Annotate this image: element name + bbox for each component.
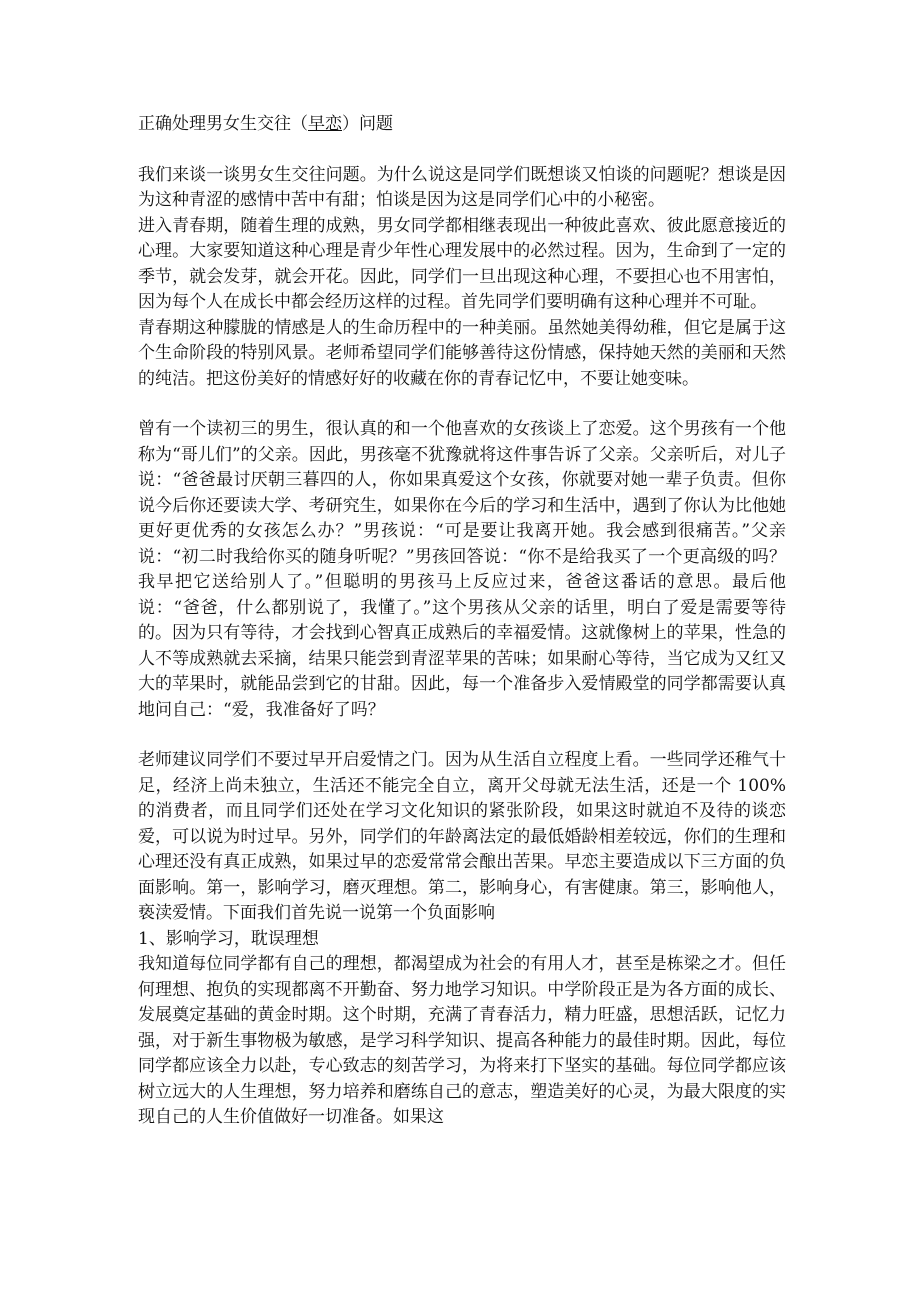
paragraph-emotion: 青春期这种朦胧的情感是人的生命历程中的一种美丽。虽然她美得幼稚，但它是属于这个生命阶段的特别风景。老师希望同学们能够善待这份情感，保持她天然的美丽和天然的纯洁。把这份美好的情感好好的收藏在你的青春记忆中，不要让她变味。 [138, 317, 786, 389]
paragraph-gap [138, 723, 786, 748]
section-heading: 1、影响学习，耽误理想 [138, 928, 319, 949]
paragraph-story: 曾有一个读初三的男生，很认真的和一个他喜欢的女孩谈上了恋爱。这个男孩有一个他称为“哥儿们”的父亲。因此，男孩毫不犹豫就将这件事告诉了父亲。父亲听后，对儿子说：“爸爸最讨厌朝三暮四的人，你如果真爱这个女孩，你就要对她一辈子负责。但你说今后你还要读大学、考研究生，如果你在今后的学习和生活中，遇到了你认为比他她更好更优秀的女孩怎么办？”男孩说：“可是要让我离开她。我会感到很痛苦。”父亲说：“初二时我给你买的随身听呢？”男孩回答说：“你不是给我买了一个更高级的吗？我早把它送给别人了。”但聪明的男孩马上反应过来，爸爸这番话的意思。最后他说：“爸爸，什么都别说了，我懂了。”这个男孩从父亲的话里，明白了爱是需要等待的。因为只有等待，才会找到心智真正成熟后的幸福爱情。这就像树上的苹果，性急的人不等成熟就去采摘，结果只能尝到青涩苹果的苦味；如果耐心等待，当它成为又红又大的苹果时，就能品尝到它的甘甜。因此，每一个准备步入爱情殿堂的同学都需要认真地问自己：“爱，我准备好了吗？ [138, 419, 786, 720]
paragraph-intro: 我们来谈一谈男女生交往问题。为什么说这是同学们既想谈又怕谈的问题呢？想谈是因为这种青涩的感情中苦中有甜；怕谈是因为这是同学们心中的小秘密。 [138, 164, 786, 210]
title-suffix: ）问题 [342, 114, 393, 134]
paragraph-study: 我知道每位同学都有自己的理想，都渴望成为社会的有用人才，甚至是栋梁之才。但任何理想、抱负的实现都离不开勤奋、努力地学习知识。中学阶段正是为各方面的成长、发展奠定基础的黄金时期。这个时期，充满了青春活力，精力旺盛，思想活跃，记忆力强，对于新生事物极为敏感，是学习科学知识、提高各种能力的最佳时期。因此，每位同学都应该全力以赴，专心致志的刻苦学习，为将来打下坚实的基础。每位同学都应该树立远大的人生理想，努力培养和磨练自己的意志，塑造美好的心灵，为最大限度的实现自己的人生价值做好一切准备。如果这 [138, 954, 786, 1127]
document-title [138, 112, 786, 138]
paragraph-gap [138, 392, 786, 417]
title-underlined-word: 早恋 [308, 114, 342, 134]
paragraph-puberty: 进入青春期，随着生理的成熟，男女同学都相继表现出一种彼此喜欢、彼此愿意接近的心理。大家要知道这种心理是青少年性心理发展中的必然过程。因为，生命到了一定的季节，就会发芽，就会开花。因此，同学们一旦出现这种心理，不要担心也不用害怕，因为每个人在成长中都会经历这样的过程。首先同学们要明确有这种心理并不可耻。 [138, 215, 786, 312]
paragraph-advice: 老师建议同学们不要过早开启爱情之门。因为从生活自立程度上看。一些同学还稚气十足，经济上尚未独立，生活还不能完全自立，离开父母就无法生活，还是一个 100%的消费者，而且同学们还处在学习文化知识的紧张阶段，如果这时就迫不及待的谈恋爱，可以说为时过早。另外，同学们的年龄离法定的最低婚龄相差较远，你们的生理和心理还没有真正成熟，如果过早的恋爱常常会酿出苦果。早恋主要造成以下三方面的负面影响。第一，影响学习，磨灭理想。第二，影响身心，有害健康。第三，影响他人，亵渎爱情。下面我们首先说一说第一个负面影响 [138, 750, 786, 923]
title-prefix: 正确处理男女生交往（ [138, 114, 308, 134]
document-page [138, 112, 786, 1131]
